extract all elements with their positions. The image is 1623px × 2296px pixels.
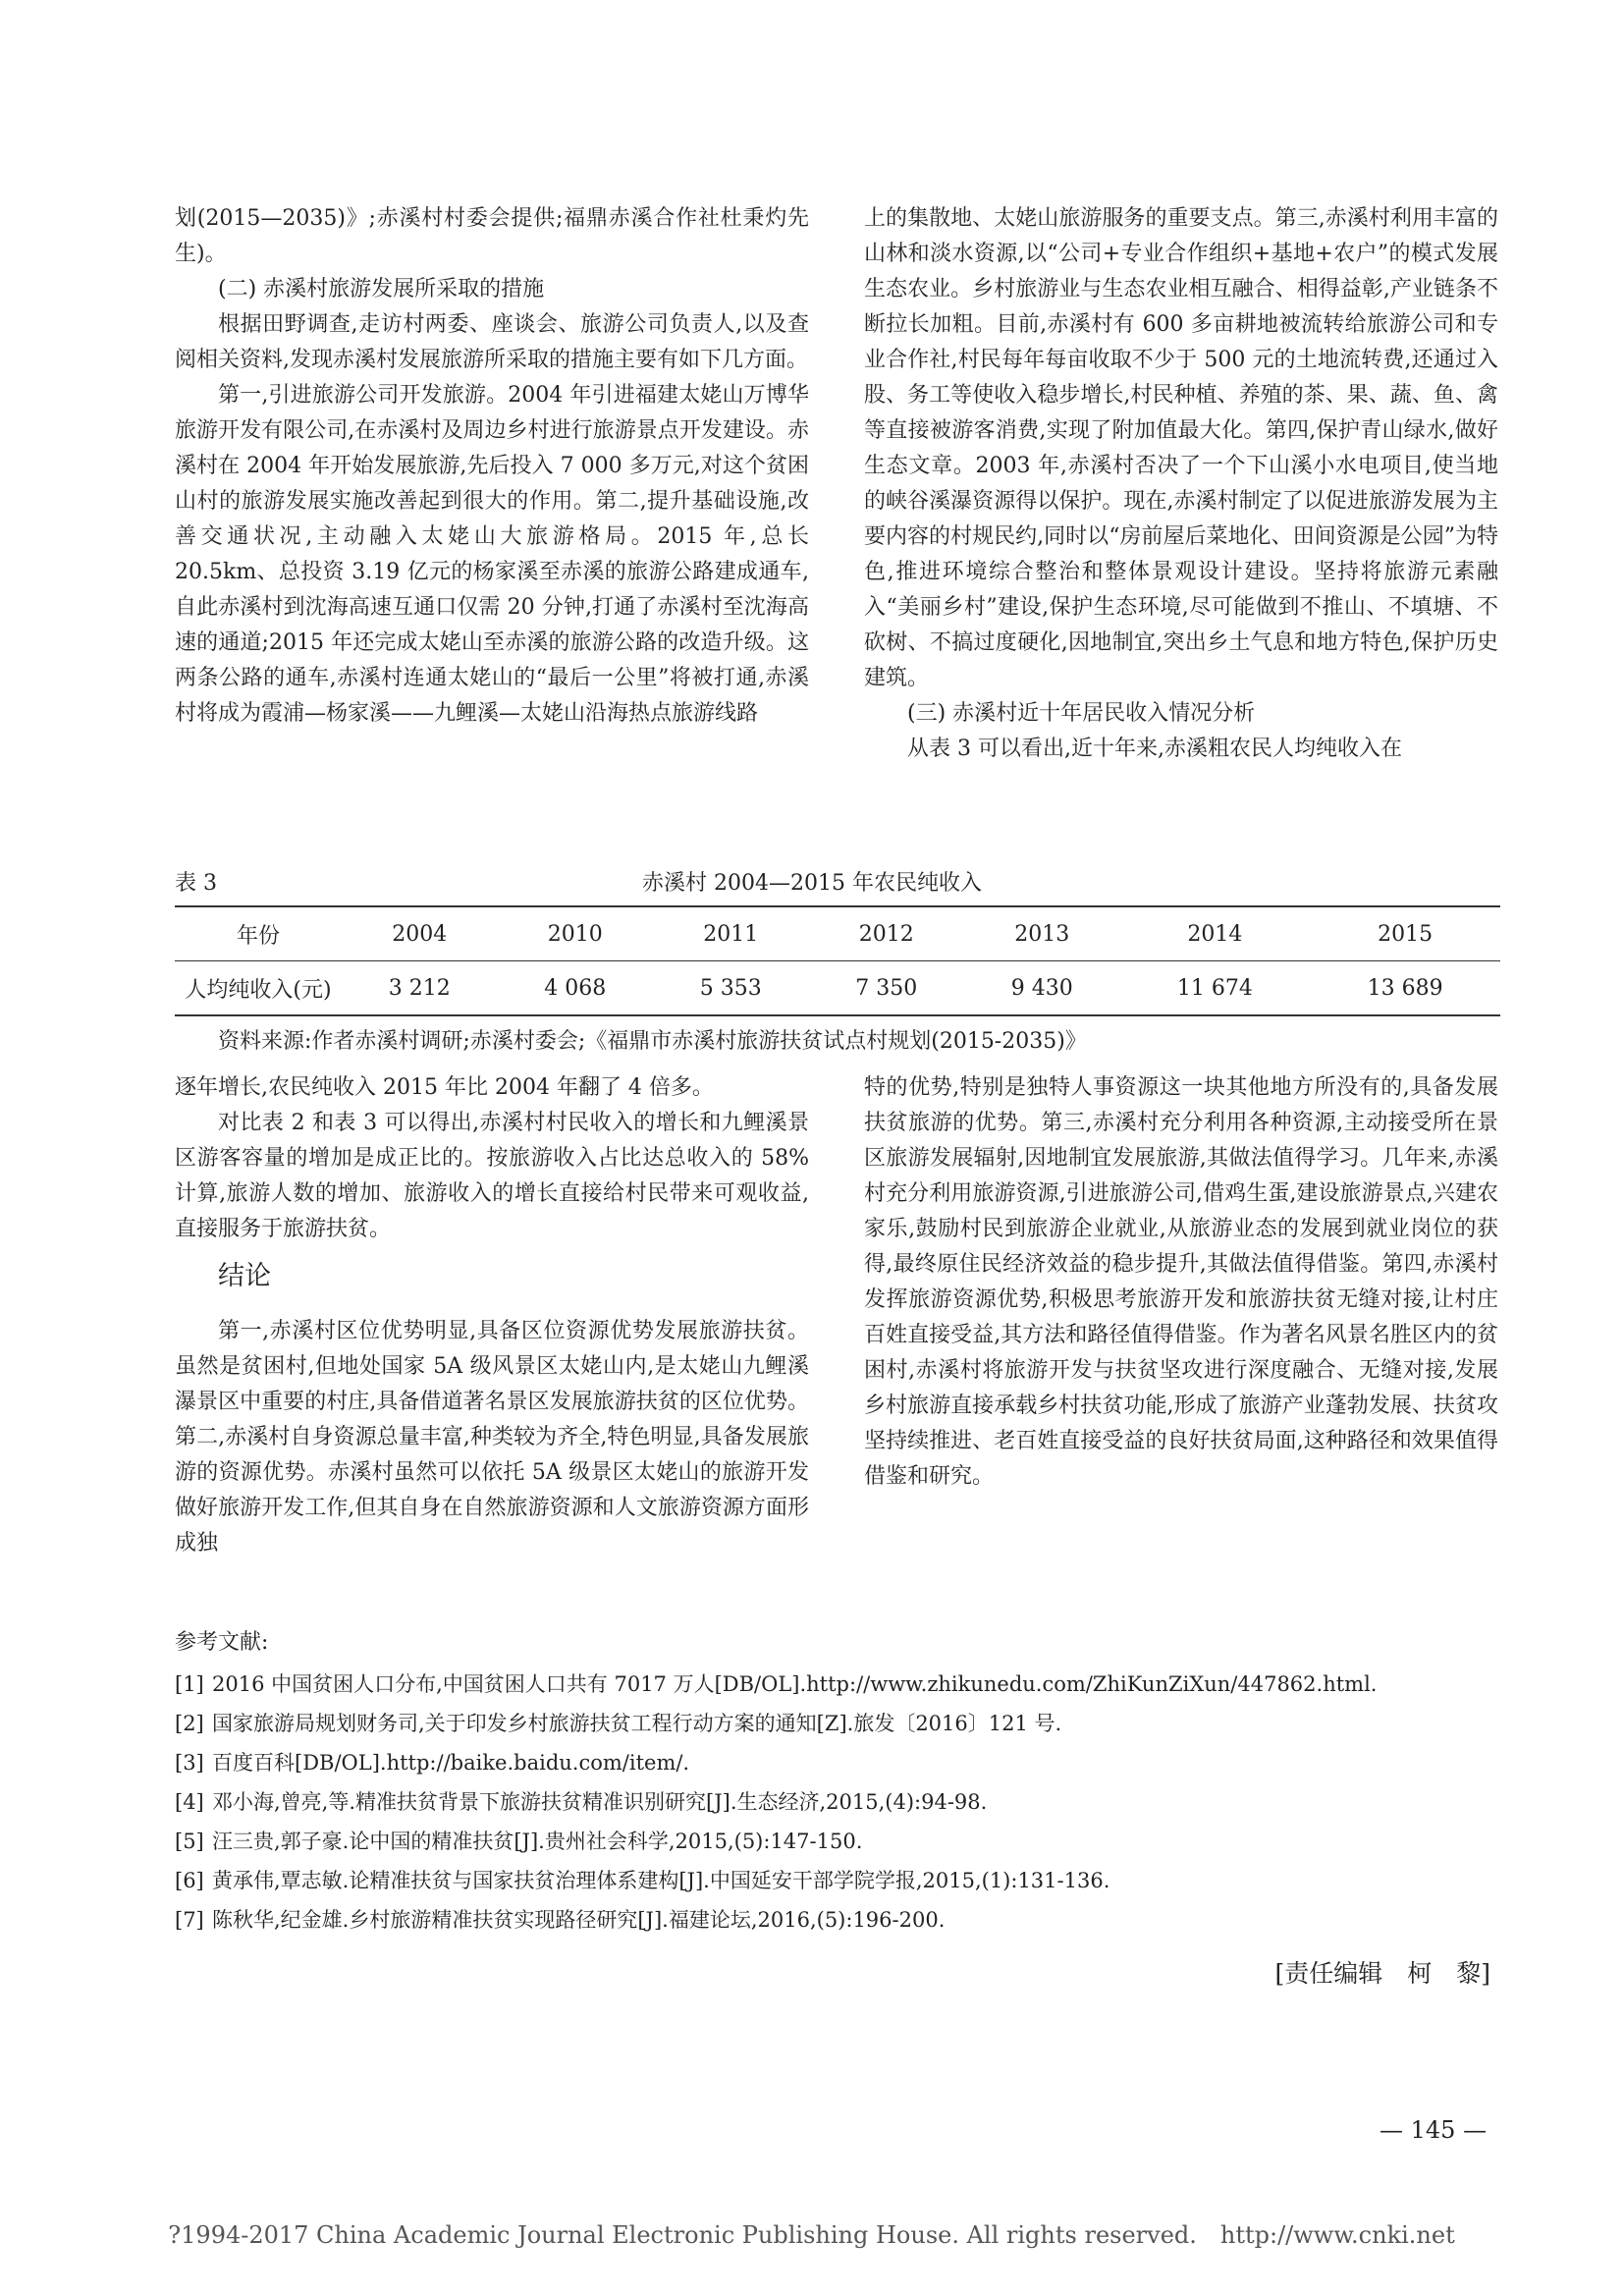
paragraph: 上的集散地、太姥山旅游服务的重要支点。第三,赤溪村利用丰富的山林和淡水资源,以“公司+专业合作组织+基地+农户”的模式发展生态农业。乡村旅游业与生态农业相互融合、相得益彰,产业链条不断拉长加粗。目前,赤溪村有 600 多亩耕地被流转给旅游公司和专业合作社,村民每年每亩收取不少于 500 元的土地流转费,还通过入股、务工等使收入稳步增长,村民种植、养殖的茶、果、蔬、鱼、禽等直接被游客消费,实现了附加值最大化。第四,保护青山绿水,做好生态文章。2003 年,赤溪村否决了一个下山溪小水电项目,使当地的峡谷溪瀑资源得以保护。现在,赤溪村制定了以促进旅游发展为主要内容的村规民约,同时以“房前屋后菜地化、田间资源是公园”为特色,推进环境综合整治和整体景观设计建设。坚持将旅游元素融入“美丽乡村”建设,保护生态环境,尽可能做到不推山、不填塘、不砍树、不搞过度硬化,因地制宜,突出乡土气息和地方特色,保护历史建筑。 [864, 206, 1498, 690]
reference-text: 2016 中国贫困人口分布,中国贫困人口共有 7017 万人[DB/OL].http://www.zhikunedu.com/ZhiKunZiXun/447862.html. [212, 1672, 1378, 1696]
left-column-top [175, 201, 809, 732]
table-header-cell: 2013 [1014, 921, 1070, 947]
reference-item [175, 1861, 1500, 1900]
table-row [175, 961, 1500, 1016]
reference-item [175, 1782, 1500, 1822]
reference-item [175, 1822, 1500, 1861]
paragraph: 第一,赤溪村区位优势明显,具备区位资源优势发展旅游扶贫。虽然是贫困村,但地处国家 5A 级风景区太姥山内,是太姥山九鲤溪瀑景区中重要的村庄,具备借道著名景区发展旅游扶贫的区位优势。第二,赤溪村自身资源总量丰富,种类较为齐全,特色明显,具备发展旅游的资源优势。赤溪村虽然可以依托 5A 级景区太姥山的旅游开发做好旅游开发工作,但其自身在自然旅游资源和人文旅游资源方面形成独 [175, 1319, 809, 1556]
table-header-cell: 2015 [1378, 921, 1434, 947]
table-header-row [175, 906, 1500, 961]
reference-item [175, 1704, 1500, 1743]
table-title-row [175, 866, 1451, 900]
table-source: 资料来源:作者赤溪村调研;赤溪村委会;《福鼎市赤溪村旅游扶贫试点村规划(2015-2035)》 [218, 1029, 1087, 1054]
conclusion-heading: 结论 [218, 1261, 271, 1291]
section-heading: (二) 赤溪村旅游发展所采取的措施 [218, 277, 545, 301]
right-column-bottom [864, 1070, 1498, 1495]
table-cell: 7 350 [855, 975, 918, 1001]
reference-number: [1] [175, 1672, 204, 1696]
paragraph: 对比表 2 和表 3 可以得出,赤溪村村民收入的增长和九鲤溪景区游客容量的增加是成正比的。按旅游收入占比达总收入的 58%计算,旅游人数的增加、旅游收入的增长直接给村民带来可观收益,直接服务于旅游扶贫。 [175, 1111, 809, 1241]
paragraph: 根据田野调查,走访村两委、座谈会、旅游公司负责人,以及查阅相关资料,发现赤溪村发展旅游所采取的措施主要有如下几方面。 [175, 312, 809, 372]
reference-text: 百度百科[DB/OL].http://baike.baidu.com/item/. [212, 1751, 690, 1775]
paragraph: 划(2015—2035)》;赤溪村村委会提供;福鼎赤溪合作社杜秉灼先生)。 [175, 206, 809, 266]
table-header-cell: 年份 [236, 923, 280, 949]
table-header-cell: 2014 [1187, 921, 1243, 947]
table-header-cell: 2011 [703, 921, 759, 947]
paragraph: 第一,引进旅游公司开发旅游。2004 年引进福建太姥山万博华旅游开发有限公司,在赤溪村及周边乡村进行旅游景点开发建设。赤溪村在 2004 年开始发展旅游,先后投入 7 000 多万元,对这个贫困山村的旅游发展实施改善起到很大的作用。第二,提升基础设施,改善交通状况,主动融入太姥山大旅游格局。2015 年,总长 20.5km、总投资 3.19 亿元的杨家溪至赤溪的旅游公路建成通车,自此赤溪村到沈海高速互通口仅需 20 分钟,打通了赤溪村至沈海高速的通道;2015 年还完成太姥山至赤溪的旅游公路的改造升级。这两条公路的通车,赤溪村连通太姥山的“最后一公里”将被打通,赤溪村将成为霞浦—杨家溪——九鲤溪—太姥山沿海热点旅游线路 [175, 383, 809, 726]
responsible-editor: [责任编辑 柯 黎] [1274, 1959, 1490, 1988]
reference-text: 汪三贵,郭子豪.论中国的精准扶贫[J].贵州社会科学,2015,(5):147-150. [212, 1830, 863, 1853]
reference-item [175, 1743, 1500, 1782]
right-column-top [864, 201, 1498, 767]
left-column-bottom [175, 1070, 809, 1561]
reference-text: 陈秋华,纪金雄.乡村旅游精准扶贫实现路径研究[J].福建论坛,2016,(5):196-200. [212, 1908, 946, 1932]
reference-text: 国家旅游局规划财务司,关于印发乡村旅游扶贫工程行动方案的通知[Z].旅发〔2016〕121 号. [212, 1712, 1062, 1735]
reference-number: [6] [175, 1869, 204, 1892]
table-cell: 5 353 [699, 975, 762, 1001]
copyright-footer: ?1994-2017 China Academic Journal Electronic Publishing House. All rights reserved. http://www.cnki.net [168, 2221, 1455, 2249]
paragraph: 逐年增长,农民纯收入 2015 年比 2004 年翻了 4 倍多。 [175, 1075, 714, 1100]
page-number: — 145 — [1380, 2116, 1488, 2144]
reference-number: [5] [175, 1830, 204, 1853]
section-heading: (三) 赤溪村近十年居民收入情况分析 [907, 701, 1256, 726]
table-header-cell: 2004 [392, 921, 448, 947]
reference-number: [2] [175, 1712, 204, 1735]
table-row-label: 人均纯收入(元) [185, 977, 332, 1003]
table-cell: 9 430 [1010, 975, 1073, 1001]
reference-number: [7] [175, 1908, 204, 1932]
table-header-cell: 2012 [858, 921, 914, 947]
table-header-cell: 2010 [547, 921, 603, 947]
paragraph: 特的优势,特别是独特人事资源这一块其他地方所没有的,具备发展扶贫旅游的优势。第三,赤溪村充分利用各种资源,主动接受所在景区旅游发展辐射,因地制宜发展旅游,其做法值得学习。几年来,赤溪村充分利用旅游资源,引进旅游公司,借鸡生蛋,建设旅游景点,兴建农家乐,鼓励村民到旅游企业就业,从旅游业态的发展到就业岗位的获得,最终原住民经济效益的稳步提升,其做法值得借鉴。第四,赤溪村发挥旅游资源优势,积极思考旅游开发和旅游扶贫无缝对接,让村庄百姓直接受益,其方法和路径值得借鉴。作为著名风景名胜区内的贫困村,赤溪村将旅游开发与扶贫坚攻进行深度融合、无缝对接,发展乡村旅游直接承载乡村扶贫功能,形成了旅游产业蓬勃发展、扶贫攻坚持续推进、老百姓直接受益的良好扶贫局面,这种路径和效果值得借鉴和研究。 [864, 1075, 1498, 1489]
references [175, 1625, 1500, 1940]
paragraph: 从表 3 可以看出,近十年来,赤溪粗农民人均纯收入在 [907, 737, 1402, 761]
table-label: 表 3 [175, 871, 217, 896]
table-cell: 13 689 [1367, 975, 1443, 1001]
reference-item [175, 1900, 1500, 1940]
income-table [175, 905, 1500, 1016]
reference-text: 黄承伟,覃志敏.论精准扶贫与国家扶贫治理体系建构[J].中国延安干部学院学报,2015,(1):131-136. [212, 1869, 1110, 1892]
reference-text: 邓小海,曾亮,等.精准扶贫背景下旅游扶贫精准识别研究[J].生态经济,2015,(4):94-98. [212, 1790, 988, 1814]
table-cell: 11 674 [1176, 975, 1253, 1001]
reference-number: [3] [175, 1751, 204, 1775]
table-cell: 4 068 [544, 975, 607, 1001]
reference-number: [4] [175, 1790, 204, 1814]
reference-item [175, 1665, 1500, 1704]
table-caption: 赤溪村 2004—2015 年农民纯收入 [642, 871, 982, 896]
references-title: 参考文献: [175, 1630, 269, 1655]
table-cell: 3 212 [388, 975, 451, 1001]
